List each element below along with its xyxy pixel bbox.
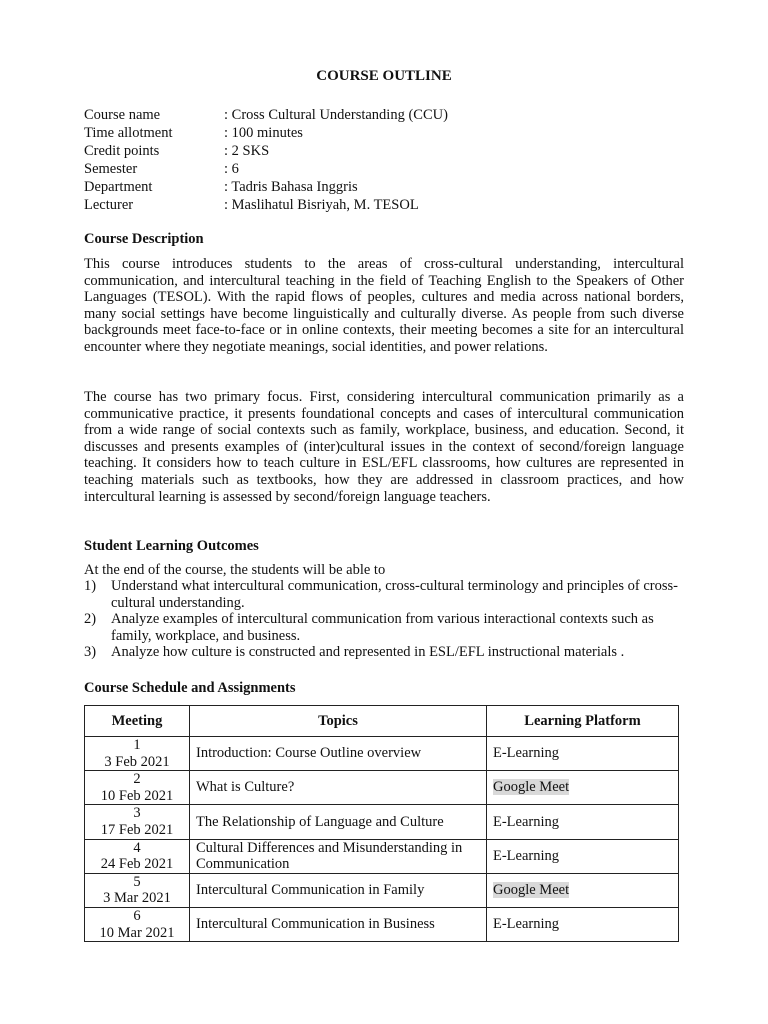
meeting-number: 5 [133, 873, 141, 890]
platform-cell [487, 873, 679, 907]
item-number: 2) [84, 611, 97, 628]
topic-cell: Intercultural Communication in Business [190, 907, 487, 941]
description-paragraph-2: The course has two primary focus. First, considering intercultural communication primarily as a communicative practice, it presents foundational concepts and cases of intercultural communication from a wide range of social contexts such as family, workplace, business, and education. Second, it discusses and presents examples of (inter)cultural issues in the context of second/foreign language teaching. It considers how to teach culture in ESL/EFL classrooms, how cultures are represented in teaching materials such as textbooks, how they are addressed in classroom practices, and how intercultural learning is assessed by second/foreign language teachers. [84, 389, 684, 505]
meeting-date: 24 Feb 2021 [100, 856, 174, 873]
info-label: Department [84, 179, 153, 195]
meeting-number: 6 [133, 907, 141, 924]
topic-cell: Introduction: Course Outline overview [190, 737, 487, 771]
table-row [85, 839, 679, 873]
learning-outcomes-heading: Student Learning Outcomes [84, 538, 259, 554]
outcomes-list [84, 578, 684, 661]
platform-cell [487, 907, 679, 941]
info-row-credit-points [84, 142, 684, 160]
info-label: Course name [84, 107, 161, 123]
platform-label: E-Learning [493, 813, 560, 830]
description-paragraph-1: This course introduces students to the areas of cross-cultural understanding, intercultural communication, and intercultural teaching in the field of Teaching English to the Speakers of Other Languages (TESOL). With the rapid flows of peoples, cultures and media across national borders, many social settings have become linguistically and culturally diverse. As people from such diverse backgrounds meet face-to-face or in online contexts, their meeting becomes a site for an intercultural encounter where they negotiate meanings, social identities, and power relations. [84, 256, 684, 355]
table-row [85, 873, 679, 907]
item-text: Analyze examples of intercultural communication from various interactional contexts such as family, workplace, and business. [111, 611, 654, 644]
info-value: : Tadris Bahasa Inggris [224, 179, 358, 195]
platform-cell [487, 771, 679, 805]
item-number: 3) [84, 644, 97, 661]
schedule-table [84, 705, 679, 942]
topic-cell: Cultural Differences and Misunderstanding in Communication [190, 839, 487, 873]
table-row [85, 771, 679, 805]
column-header-meeting: Meeting [85, 706, 190, 737]
platform-label-highlighted: Google Meet [493, 882, 570, 899]
info-label: Lecturer [84, 197, 134, 213]
info-value: : Maslihatul Bisriyah, M. TESOL [224, 197, 419, 213]
info-value: : 6 [224, 161, 239, 177]
topic-cell: Intercultural Communication in Family [190, 873, 487, 907]
info-row-lecturer [84, 196, 684, 214]
table-header-row [85, 706, 679, 737]
info-label: Credit points [84, 143, 160, 159]
column-header-topics: Topics [190, 706, 487, 737]
meeting-cell [85, 771, 190, 805]
meeting-date: 3 Feb 2021 [104, 753, 170, 770]
meeting-date: 17 Feb 2021 [100, 821, 174, 838]
meeting-date: 10 Mar 2021 [99, 924, 175, 941]
list-item [84, 611, 684, 644]
info-row-course-name [84, 106, 684, 124]
list-item [84, 644, 684, 661]
platform-cell [487, 737, 679, 771]
platform-label: E-Learning [493, 847, 560, 864]
topic-cell: The Relationship of Language and Culture [190, 805, 487, 839]
meeting-number: 3 [133, 805, 141, 822]
schedule-heading: Course Schedule and Assignments [84, 680, 296, 696]
info-label: Semester [84, 161, 138, 177]
item-text: Analyze how culture is constructed and represented in ESL/EFL instructional materials . [111, 644, 625, 661]
meeting-cell [85, 873, 190, 907]
meeting-date: 3 Mar 2021 [103, 890, 171, 907]
info-row-department [84, 178, 684, 196]
list-item [84, 578, 684, 611]
item-number: 1) [84, 578, 97, 594]
item-text: Understand what intercultural communication, cross-cultural terminology and principles of cross-cultural understanding. [111, 578, 678, 611]
platform-cell [487, 805, 679, 839]
meeting-number: 4 [133, 839, 141, 856]
course-description-heading: Course Description [84, 231, 204, 247]
platform-label-highlighted: Google Meet [493, 779, 570, 796]
meeting-cell [85, 805, 190, 839]
table-row [85, 737, 679, 771]
meeting-date: 10 Feb 2021 [100, 787, 174, 804]
info-label: Time allotment [84, 125, 173, 141]
info-row-time-allotment [84, 124, 684, 142]
meeting-number: 2 [133, 771, 141, 788]
meeting-cell [85, 737, 190, 771]
meeting-cell [85, 839, 190, 873]
page-title: COURSE OUTLINE [316, 68, 452, 84]
info-value: : 2 SKS [224, 143, 270, 159]
course-info [84, 106, 684, 214]
table-row [85, 805, 679, 839]
platform-label: E-Learning [493, 745, 560, 762]
topic-cell: What is Culture? [190, 771, 487, 805]
platform-label: E-Learning [493, 916, 560, 933]
info-value: : 100 minutes [224, 125, 303, 141]
column-header-platform: Learning Platform [487, 706, 679, 737]
info-value: : Cross Cultural Understanding (CCU) [224, 107, 448, 123]
meeting-cell [85, 907, 190, 941]
meeting-number: 1 [133, 737, 141, 753]
platform-cell [487, 839, 679, 873]
outcomes-intro: At the end of the course, the students will be able to [84, 562, 386, 578]
info-row-semester [84, 160, 684, 178]
table-row [85, 907, 679, 941]
